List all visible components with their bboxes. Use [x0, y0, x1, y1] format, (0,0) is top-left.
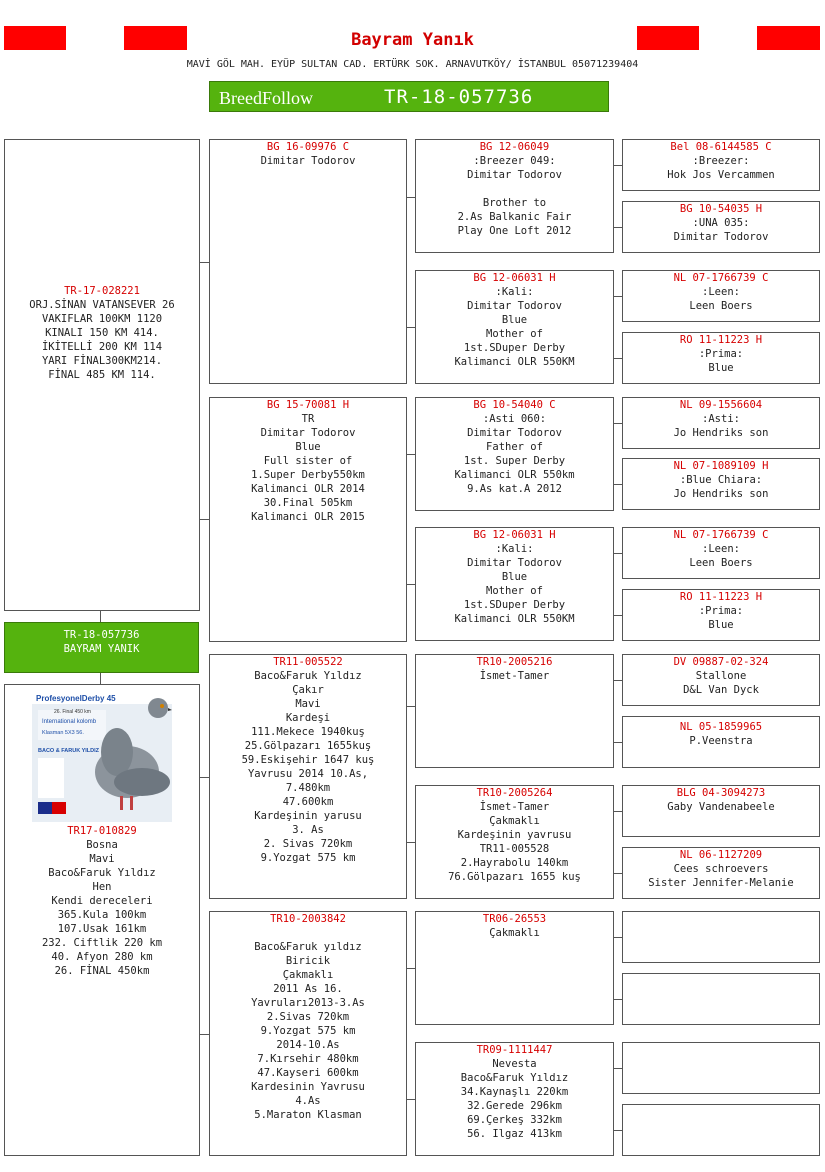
gen3-box-7[interactable]: TR06-26553 Çakmaklı: [415, 911, 614, 1025]
connector: [614, 742, 622, 743]
connector: [614, 1068, 622, 1069]
dam-ring: TR17-010829: [67, 825, 137, 837]
connector: [407, 584, 415, 585]
gen2-box-sire-dam[interactable]: BG 15-70081 H TR Dimitar Todorov Blue Full sister of 1.Super Derby550km Kalimanci OLR 2014 30.Final 505km Kalimanci OLR 2015: [209, 397, 407, 642]
connector: [407, 706, 415, 707]
connector: [407, 1099, 415, 1100]
gen3-box-6[interactable]: TR10-2005264 İsmet-Tamer Çakmaklı Kardeşinin yavrusu TR11-005528 2.Hayrabolu 140km 76.Gölpazarı 1655 kuş: [415, 785, 614, 899]
svg-text:BACO & FARUK YILDIZ: BACO & FARUK YILDIZ: [38, 748, 100, 754]
connector: [100, 673, 101, 684]
gen4-box-5[interactable]: NL 09-1556604 :Asti: Jo Hendriks son: [622, 397, 820, 449]
owner-address: MAVİ GÖL MAH. EYÜP SULTAN CAD. ERTÜRK SOK. ARNAVUTKÖY/ İSTANBUL 05071239404: [186, 59, 639, 70]
gen4-box-16[interactable]: [622, 1104, 820, 1156]
gen2-box-sire-sire[interactable]: BG 16-09976 C Dimitar Todorov: [209, 139, 407, 384]
gen4-box-6[interactable]: NL 07-1089109 H :Blue Chiara: Jo Hendriks son: [622, 458, 820, 510]
connector: [614, 165, 622, 166]
gen2-box-dam-sire[interactable]: TR11-005522 Baco&Faruk Yıldız Çakır Mavi Kardeşi 111.Mekece 1940kuş 25.Gölpazarı 1655kuş 59.Eskişehir 1647 kuş Yavrusu 2014 10.As, 7.480km 47.600km Kardeşinin yarusu 3. As 2. Sivas 720km 9.Yozgat 575 km: [209, 654, 407, 899]
connector: [614, 680, 622, 681]
brand-name: BreedFollow: [219, 88, 313, 108]
connector: [614, 553, 622, 554]
gen4-box-12[interactable]: NL 06-1127209 Cees schroevers Sister Jennifer-Melanie: [622, 847, 820, 899]
gen4-box-7[interactable]: NL 07-1766739 C :Leen: Leen Boers: [622, 527, 820, 579]
gen4-box-9[interactable]: DV 09887-02-324 Stallone D&L Van Dyck: [622, 654, 820, 706]
dam-box[interactable]: [4, 684, 200, 1156]
connector: [200, 1034, 209, 1035]
connector: [614, 1130, 622, 1131]
gen2-box-dam-dam[interactable]: TR10-2003842 Baco&Faruk yıldız Biricik Çakmaklı 2011 As 16. Yavruları2013-3.As 2.Sivas 720km 9.Yozgat 575 km 2014-10.As 7.Kırsehir 480km 47.Kayseri 600km Kardesinin Yavrusu 4.As 5.Maraton Klasman: [209, 911, 407, 1156]
connector: [614, 484, 622, 485]
gen4-box-8[interactable]: RO 11-11223 H :Prima: Blue: [622, 589, 820, 641]
gen3-box-4[interactable]: BG 12-06031 H :Kali: Dimitar Todorov Blue Mother of 1st.SDuper Derby Kalimanci OLR 550KM: [415, 527, 614, 641]
gen4-box-15[interactable]: [622, 1042, 820, 1094]
connector: [614, 811, 622, 812]
gen4-box-2[interactable]: BG 10-54035 H :UNA 035: Dimitar Todorov: [622, 201, 820, 253]
connector: [407, 327, 415, 328]
gen3-box-2[interactable]: BG 12-06031 H :Kali: Dimitar Todorov Blue Mother of 1st.SDuper Derby Kalimanci OLR 550KM: [415, 270, 614, 384]
connector: [614, 873, 622, 874]
connector: [407, 197, 415, 198]
connector: [614, 358, 622, 359]
connector: [614, 615, 622, 616]
connector: [614, 296, 622, 297]
connector: [614, 423, 622, 424]
connector: [614, 937, 622, 938]
connector: [100, 611, 101, 622]
connector: [200, 519, 209, 520]
connector: [614, 999, 622, 1000]
gen3-box-8[interactable]: TR09-1111447 Nevesta Baco&Faruk Yıldız 34.Kaynaşlı 220km 32.Gerede 296km 69.Çerkeş 332km 56. Ilgaz 413km: [415, 1042, 614, 1156]
gen3-box-3[interactable]: BG 10-54040 C :Asti 060: Dimitar Todorov Father of 1st. Super Derby Kalimanci OLR 550km 9.As kat.A 2012: [415, 397, 614, 511]
pigeon-photo-art: [32, 690, 172, 822]
connector: [407, 454, 415, 455]
sire-ring: TR-17-028221: [64, 285, 140, 297]
banner-ring: TR-18-057736: [384, 86, 534, 108]
connector: [200, 262, 209, 263]
connector: [614, 227, 622, 228]
gen4-box-13[interactable]: [622, 911, 820, 963]
dam-text: Bosna Mavi Baco&Faruk Yıldız Hen Kendi dereceleri 365.Kula 100km 107.Usak 161km 232. Ciftlik 220 km 40. Afyon 280 km 26. FİNAL 450km: [41, 839, 163, 977]
svg-text:Klasman 5X3 56.: Klasman 5X3 56.: [42, 730, 84, 736]
gen4-box-10[interactable]: NL 05-1859965 P.Veenstra: [622, 716, 820, 768]
svg-text:International kolomb: International kolomb: [42, 719, 97, 725]
connector: [407, 968, 415, 969]
pigeon-photo: [32, 690, 172, 822]
gen3-box-5[interactable]: TR10-2005216 İsmet-Tamer: [415, 654, 614, 768]
connector: [200, 777, 209, 778]
sire-text: ORJ.SİNAN VATANSEVER 26 VAKIFLAR 100KM 1120 KINALI 150 KM 414. İKİTELLİ 200 KM 114 YARI FİNAL300KM214. FİNAL 485 KM 114.: [29, 299, 175, 381]
sire-box[interactable]: [4, 139, 200, 611]
gen4-box-1[interactable]: Bel 08-6144585 C :Breezer: Hok Jos Vercammen: [622, 139, 820, 191]
svg-text:ProfesyonelDerby 45: ProfesyonelDerby 45: [36, 694, 116, 703]
owner-name: Bayram Yanık: [351, 30, 474, 50]
gen4-box-11[interactable]: BLG 04-3094273 Gaby Vandenabeele: [622, 785, 820, 837]
subject-owner: BAYRAM YANIK: [63, 643, 140, 655]
svg-text:26. Final 450 km: 26. Final 450 km: [54, 709, 91, 715]
breedfollow-banner[interactable]: [209, 81, 609, 112]
gen4-box-14[interactable]: [622, 973, 820, 1025]
gen3-box-1[interactable]: BG 12-06049 :Breezer 049: Dimitar Todorov Brother to 2.As Balkanic Fair Play One Loft 2012: [415, 139, 614, 253]
subject-ring: TR-18-057736: [63, 629, 140, 641]
subject-box[interactable]: [4, 622, 199, 673]
connector: [407, 842, 415, 843]
gen4-box-4[interactable]: RO 11-11223 H :Prima: Blue: [622, 332, 820, 384]
gen4-box-3[interactable]: NL 07-1766739 C :Leen: Leen Boers: [622, 270, 820, 322]
